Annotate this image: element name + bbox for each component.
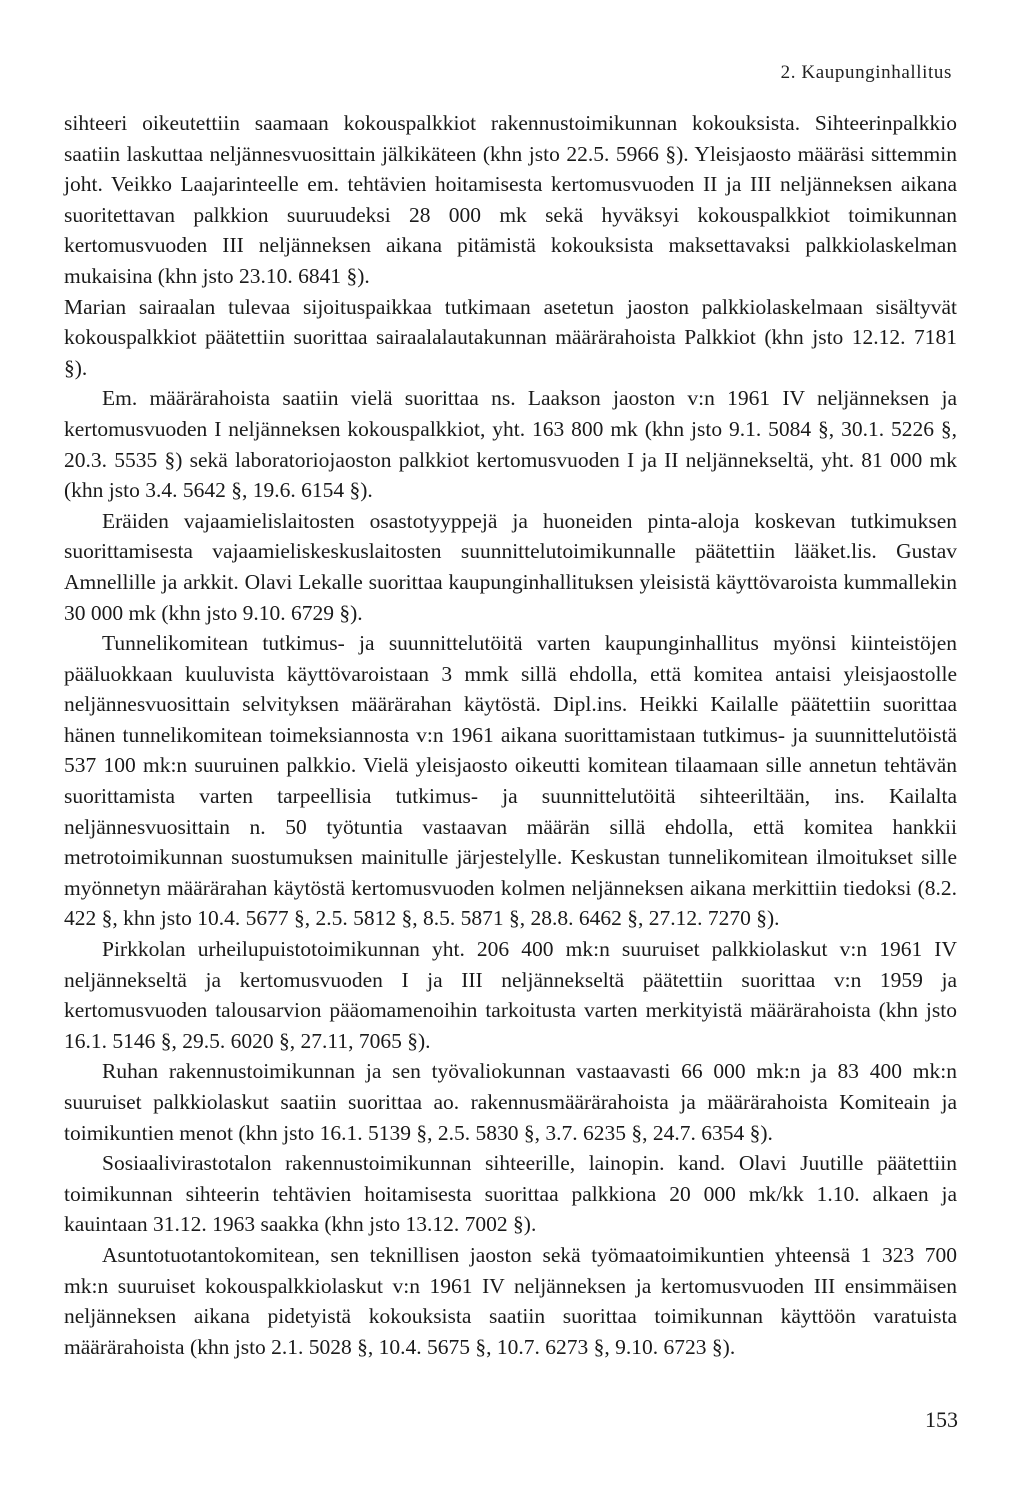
paragraph: Asuntotuotantokomitean, sen teknillisen jaoston sekä työmaatoimikuntien yhteensä 1 323 700 mk:n suuruiset kokouspalkkiolaskut v:n 1961 IV neljänneksen ja kertomusvuoden III ensimmäisen neljänneksen aikana pidetyistä kokouksista saatiin suorittaa toimikunnan käyttöön varatuista määrärahoista (khn jsto 2.1. 5028 §, 10.4. 5675 §, 10.7. 6273 §, 9.10. 6723 §).: [64, 1242, 957, 1359]
body-text: [64, 108, 957, 1362]
running-header: 2. Kaupunginhallitus: [780, 62, 952, 83]
paragraph: sihteeri oikeutettiin saamaan kokouspalkkiot rakennustoimikunnan kokouksista. Sihteerinpalkkio saatiin laskuttaa neljännesvuosittain jälkikäteen (khn jsto 22.5. 5966 §). Yleisjaosto määräsi sittemmin joht. Veikko Laajarinteelle em. tehtävien hoitamisesta kertomusvuoden II ja III neljänneksen aikana suoritettavan palkkion suuruudeksi 28 000 mk sekä hyväksyi kokouspalkkiot toimikunnan kertomusvuoden III neljänneksen aikana pitämistä kokouksista maksettavaksi palkkiolaskelman mukaisina (khn jsto 23.10. 6841 §).: [64, 111, 957, 288]
paragraph: Pirkkolan urheilupuistotoimikunnan yht. 206 400 mk:n suuruiset palkkiolaskut v:n 1961 IV neljännekseltä ja kertomusvuoden I ja III neljännekseltä päätettiin suorittaa v:n 1959 ja kertomusvuoden talousarvion pääomamenoihin tarkoitusta varten merkityistä määrärahoista (khn jsto 16.1. 5146 §, 29.5. 6020 §, 27.11, 7065 §).: [64, 937, 957, 1053]
paragraph: Tunnelikomitean tutkimus- ja suunnittelutöitä varten kaupunginhallitus myönsi kiinteistöjen pääluokkaan kuuluvista käyttövaroistaan 3 mmk sillä ehdolla, että komitea antaisi yleisjaostolle neljännesvuosittain selvityksen määrärahan käytöstä. Dipl.ins. Heikki Kailalle päätettiin suorittaa hänen tunnelikomitean toimeksiannosta v:n 1961 aikana suorittamistaan tutkimus- ja suunnittelutöistä 537 100 mk:n suuruinen palkkio. Vielä yleisjaosto oikeutti komitean tilaamaan sille annetun tehtävän suorittamista varten tarpeellisia tutkimus- ja suunnittelutöitä sihteeriltään, ins. Kailalta neljännesvuosittain n. 50 työtuntia vastaavan määrän sillä ehdolla, että komitea hankkii metrotoimikunnan suostumuksen mainitulle järjestelylle. Keskustan tunnelikomitean ilmoitukset sille myönnetyn määrärahan käytöstä kertomusvuoden kolmen neljänneksen aikana merkittiin tiedoksi (8.2. 422 §, khn jsto 10.4. 5677 §, 2.5. 5812 §, 8.5. 5871 §, 28.8. 6462 §, 27.12. 7270 §).: [64, 631, 957, 931]
paragraph: Eräiden vajaamielislaitosten osastotyyppejä ja huoneiden pinta-aloja koskevan tutkimuksen suorittamisesta vajaamieliskeskuslaitosten suunnittelutoimikunnalle päätettiin lääket.lis. Gustav Amnellille ja arkkit. Olavi Lekalle suorittaa kaupunginhallituksen yleisistä käyttövaroista kummallekin 30 000 mk (khn jsto 9.10. 6729 §).: [64, 508, 957, 625]
page-number: 153: [925, 1407, 958, 1432]
paragraph: Sosiaalivirastotalon rakennustoimikunnan sihteerille, lainopin. kand. Olavi Juutille päätettiin toimikunnan sihteerin tehtävien hoitamisesta suorittaa palkkiona 20 000 mk/kk 1.10. alkaen ja kauintaan 31.12. 1963 saakka (khn jsto 13.12. 7002 §).: [64, 1151, 957, 1237]
paragraph: Marian sairaalan tulevaa sijoituspaikkaa tutkimaan asetetun jaoston palkkiolaskelmaan sisältyvät kokouspalkkiot päätettiin suorittaa sairaalalautakunnan määrärahoista Palkkiot (khn jsto 12.12. 7181 §).: [64, 294, 957, 380]
paragraph: Ruhan rakennustoimikunnan ja sen työvaliokunnan vastaavasti 66 000 mk:n ja 83 400 mk:n suuruiset palkkiolaskut saatiin suorittaa ao. rakennusmäärärahoista ja määrärahoista Komiteain ja toimikuntien menot (khn jsto 16.1. 5139 §, 2.5. 5830 §, 3.7. 6235 §, 24.7. 6354 §).: [64, 1059, 957, 1145]
paragraph: Em. määrärahoista saatiin vielä suorittaa ns. Laakson jaoston v:n 1961 IV neljänneksen ja kertomusvuoden I neljänneksen kokouspalkkiot, yht. 163 800 mk (khn jsto 9.1. 5084 §, 30.1. 5226 §, 20.3. 5535 §) sekä laboratoriojaoston palkkiot kertomusvuoden I ja II neljännekseltä, yht. 81 000 mk (khn jsto 3.4. 5642 §, 19.6. 6154 §).: [64, 386, 957, 503]
